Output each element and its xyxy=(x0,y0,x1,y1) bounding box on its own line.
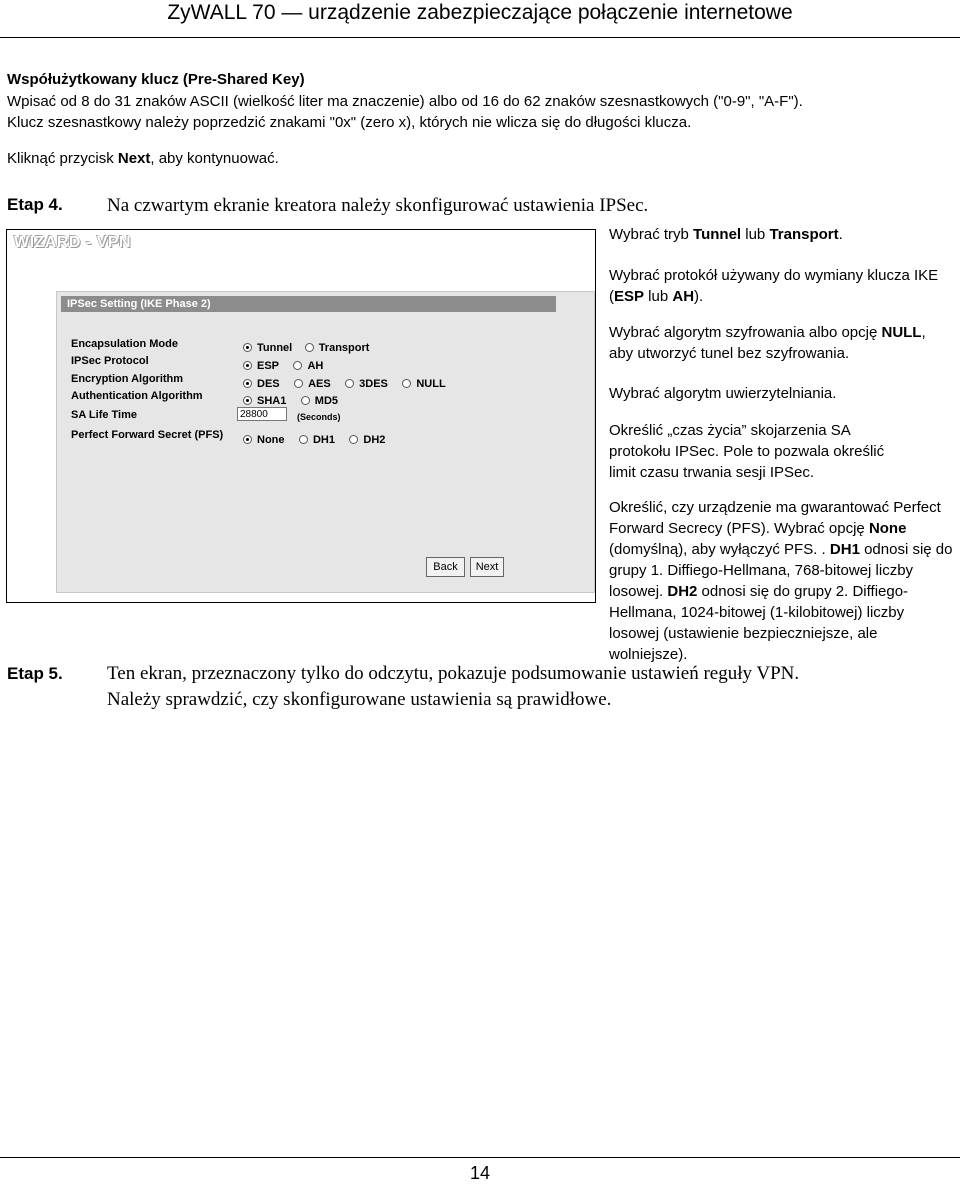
dh2-radio[interactable] xyxy=(349,434,385,446)
header-rule xyxy=(0,37,960,38)
n1-transport: Transport xyxy=(769,226,839,243)
footer-rule xyxy=(0,1157,960,1158)
n6-c: odnosi się do grupy 1. Diffiego-Hellmana, 768-bitowej liczby losowej. xyxy=(609,541,953,600)
note-pfs xyxy=(609,497,957,665)
note-encryption xyxy=(609,322,944,364)
esp-radio[interactable] xyxy=(243,360,279,372)
n6-dh1: DH1 xyxy=(829,541,860,558)
3des-radio[interactable] xyxy=(345,378,388,390)
md5-radio[interactable] xyxy=(301,395,338,407)
click-post: , aby kontynuować. xyxy=(150,150,279,167)
sa-life-label: SA Life Time xyxy=(71,409,138,421)
dh1-radio[interactable] xyxy=(299,434,335,446)
radio-icon xyxy=(243,435,252,444)
click-pre: Kliknąć przycisk xyxy=(7,150,118,167)
step4-label: Etap 4. xyxy=(7,195,63,214)
click-next-instruction xyxy=(7,148,279,170)
wizard-title: WIZARD - VPN xyxy=(14,234,132,251)
aes-label: AES xyxy=(308,377,331,390)
click-next-word: Next xyxy=(117,150,151,167)
encapsulation-label: Encapsulation Mode xyxy=(71,338,178,350)
radio-icon xyxy=(345,379,354,388)
pfs-none-radio[interactable] xyxy=(243,434,285,446)
n6-b: (domyślną), aby wyłączyć PFS. . xyxy=(609,541,830,558)
3des-label: 3DES xyxy=(359,377,388,390)
ah-radio[interactable] xyxy=(293,360,323,372)
n6-none: None xyxy=(868,520,907,537)
tunnel-label: Tunnel xyxy=(257,341,293,354)
psk-line-2: Klucz szesnastkowy należy poprzedzić znakami "0x" (zero x), których nie wlicza się do długości klucza. xyxy=(7,114,692,131)
step4-text: Na czwartym ekranie kreatora należy skonfigurować ustawienia IPSec. xyxy=(107,195,649,216)
transport-label: Transport xyxy=(318,341,370,354)
pfs-label: Perfect Forward Secret (PFS) xyxy=(71,429,224,441)
null-label: NULL xyxy=(416,377,446,390)
step5-line-1: Ten ekran, przeznaczony tylko do odczytu, pokazuje podsumowanie ustawień reguły VPN. xyxy=(107,663,800,684)
dh1-label: DH1 xyxy=(312,433,335,446)
pfs-options xyxy=(243,431,385,449)
next-button[interactable]: Next xyxy=(470,557,504,577)
encryption-label: Encryption Algorithm xyxy=(71,373,184,385)
note-authentication: Wybrać algorytm uwierzytelniania. xyxy=(609,385,837,402)
authentication-label: Authentication Algorithm xyxy=(71,390,203,402)
radio-icon xyxy=(349,435,358,444)
n3-pre: Wybrać algorytm szyfrowania albo opcję xyxy=(609,324,882,341)
n2-post: ). xyxy=(694,288,704,305)
n6-d: odnosi się do grupy 2. Diffiego-Hellmana, 1024-bitowej (1-kilobitowej) liczby losowej (ustawienie bezpieczniejsze, ale wolniejsze). xyxy=(609,583,909,663)
radio-icon xyxy=(294,379,303,388)
n3-null: NULL xyxy=(881,324,922,341)
n2-ah: AH xyxy=(672,288,695,305)
transport-radio[interactable] xyxy=(305,342,370,354)
radio-icon xyxy=(402,379,411,388)
wizard-vpn-window xyxy=(6,229,596,603)
encryption-options xyxy=(243,375,446,393)
psk-heading: Współużytkowany klucz (Pre-Shared Key) xyxy=(7,71,305,88)
page-header-title: ZyWALL 70 — urządzenie zabezpieczające połączenie internetowe xyxy=(167,1,793,24)
radio-icon xyxy=(243,343,252,352)
step5-line-2: Należy sprawdzić, czy skonfigurowane ustawienia są prawidłowe. xyxy=(107,689,612,710)
aes-radio[interactable] xyxy=(294,378,331,390)
protocol-options xyxy=(243,357,323,375)
des-radio[interactable] xyxy=(243,378,280,390)
radio-icon xyxy=(301,396,310,405)
radio-icon xyxy=(243,379,252,388)
note-encapsulation xyxy=(609,224,959,245)
sha1-radio[interactable] xyxy=(243,395,286,407)
n2-esp: ESP xyxy=(614,288,645,305)
radio-icon xyxy=(243,361,252,370)
n1-mid: lub xyxy=(741,226,770,243)
radio-icon xyxy=(243,396,252,405)
n6-dh2: DH2 xyxy=(667,583,698,600)
encapsulation-options xyxy=(243,339,369,357)
n1-tunnel: Tunnel xyxy=(693,226,742,243)
ah-label: AH xyxy=(307,359,324,372)
n2-pre: Wybrać protokół używany do wymiany klucza IKE ( xyxy=(609,267,939,305)
psk-line-1: Wpisać od 8 do 31 znaków ASCII (wielkość liter ma znaczenie) albo od 16 do 62 znaków szesnastkowych ("0-9", "A-F"). xyxy=(7,93,803,110)
des-label: DES xyxy=(257,377,280,390)
radio-icon xyxy=(293,361,302,370)
sha1-label: SHA1 xyxy=(257,394,287,407)
back-button[interactable]: Back xyxy=(426,557,465,577)
tunnel-radio[interactable] xyxy=(243,342,292,354)
radio-icon xyxy=(305,343,314,352)
ipsec-settings-panel xyxy=(56,291,595,593)
note-protocol xyxy=(609,265,957,307)
note-sa-life: Określić „czas życia” skojarzenia SA protokołu IPSec. Pole to pozwala określić limit czasu trwania sesji IPSec. xyxy=(609,422,885,481)
radio-icon xyxy=(299,435,308,444)
null-radio[interactable] xyxy=(402,378,445,390)
n1-post: . xyxy=(838,226,843,243)
page-number: 14 xyxy=(469,1163,491,1183)
dh2-label: DH2 xyxy=(363,433,386,446)
panel-title: IPSec Setting (IKE Phase 2) xyxy=(61,296,556,312)
n3-post: , aby utworzyć tunel bez szyfrowania. xyxy=(609,324,926,362)
step5-label: Etap 5. xyxy=(7,664,63,683)
esp-label: ESP xyxy=(257,359,280,372)
sa-life-input[interactable]: 28800 xyxy=(237,407,287,421)
pfs-none-label: None xyxy=(257,433,285,446)
n6-a: Określić, czy urządzenie ma gwarantować Perfect Forward Secrecy (PFS). Wybrać opcję xyxy=(609,499,941,537)
n1-pre: Wybrać tryb xyxy=(609,226,694,243)
sa-unit: (Seconds) xyxy=(297,412,341,422)
protocol-label: IPSec Protocol xyxy=(71,355,149,367)
n2-mid: lub xyxy=(644,288,673,305)
md5-label: MD5 xyxy=(314,394,339,407)
